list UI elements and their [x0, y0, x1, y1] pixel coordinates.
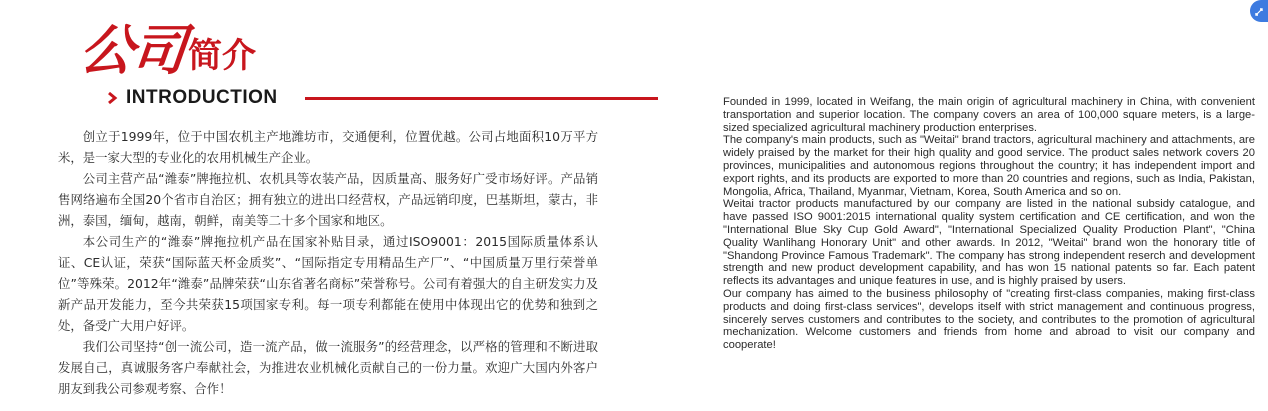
cn-paragraph: 创立于1999年，位于中国农机主产地潍坊市，交通便利，位置优越。公司占地面积10万平方米，是一家大型的专业化的农用机械生产企业。 [58, 129, 598, 165]
title-divider [305, 97, 658, 100]
en-paragraph: Founded in 1999, located in Weifang, the main origin of agricultural machinery in China, with convenient transportation and superior location. The company covers an area of 100,000 square meters, is a large-sized specialized agricultural machinery production enterprises. [723, 96, 1255, 134]
page-title [76, 18, 256, 82]
en-paragraph: Weitai tractor products manufactured by our company are listed in the national subsidy catalogue, and have passed ISO 9001:2015 international quality system certification and CE certification, and won the "International Blue Sky Cup Gold Award", "International Specialized Quality Production Plant", "China Quality Wanlihang Honorary Unit" and other awards. In 2012, "Weitai" brand won the honorary title of "Shandong Province Famous Trademark". The company has strong independent reserch and development strength and new product development capability, and has won 15 national patents so far. Each patent reflects its advantages and unique features in use, and is highly praised by users. [723, 198, 1255, 288]
chinese-body [58, 126, 598, 399]
title-main: 公司 [76, 18, 188, 82]
subtitle-introduction: INTRODUCTION [126, 87, 278, 108]
cn-paragraph: 本公司生产的“潍泰”牌拖拉机产品在国家补贴目录，通过ISO9001：2015国际质量体系认证、CE认证，荣获“国际蓝天杯金质奖”、“国际指定专用精品生产厂”、“中国质量万里行荣誉单位”等殊荣。2012年“潍泰”品牌荣获“山东省著名商标”荣誉称号。公司有着强大的自主研发实力及新产品开发能力，至今共荣获15项国家专利。每一项专利都能在使用中体现出它的优势和独到之处，备受广大用户好评。 [58, 234, 598, 333]
english-body [723, 96, 1255, 352]
title-sub: 简介 [188, 36, 256, 76]
cn-paragraph: 我们公司坚持“创一流公司，造一流产品，做一流服务”的经营理念，以严格的管理和不断进取发展自己，真诚服务客户奉献社会，为推进农业机械化贡献自己的一份力量。欢迎广大国内外客户朋友到我公司参观考察、合作！ [58, 339, 598, 396]
expand-icon [1254, 2, 1264, 21]
en-paragraph: Our company has aimed to the business philosophy of "creating first-class companies, making first-class products and doing first-class services", develops itself with strict management and continuous progress, sincerely serves customers and contributes to the society, and contributes to the promotion of agricultural mechanization. Welcome customers and friends from home and abroad to visit our company and cooperate! [723, 287, 1255, 352]
expand-button[interactable] [1250, 0, 1268, 22]
subtitle-row [104, 86, 278, 110]
en-paragraph: The company's main products, such as "Weitai" brand tractors, agricultural machinery and attachments, are widely praised by the market for their high quality and good service. The product sales network covers 20 provinces, municipalities and autonomous regions throughout the country; it has independent import and export rights, and its products are exported to more than 20 countries and regions, such as India, Pakistan, Mongolia, Africa, Thailand, Myanmar, Vietnam, Korea, South America and so on. [723, 134, 1255, 198]
cn-paragraph: 公司主营产品“潍泰”牌拖拉机、农机具等农装产品，因质量高、服务好广受市场好评。产品销售网络遍布全国20个省市自治区；拥有独立的进出口经营权，产品远销印度，巴基斯坦，蒙古，非洲，泰国，缅甸，越南，朝鲜，南美等二十多个国家和地区。 [58, 171, 598, 228]
chevron-right-icon [104, 90, 120, 106]
